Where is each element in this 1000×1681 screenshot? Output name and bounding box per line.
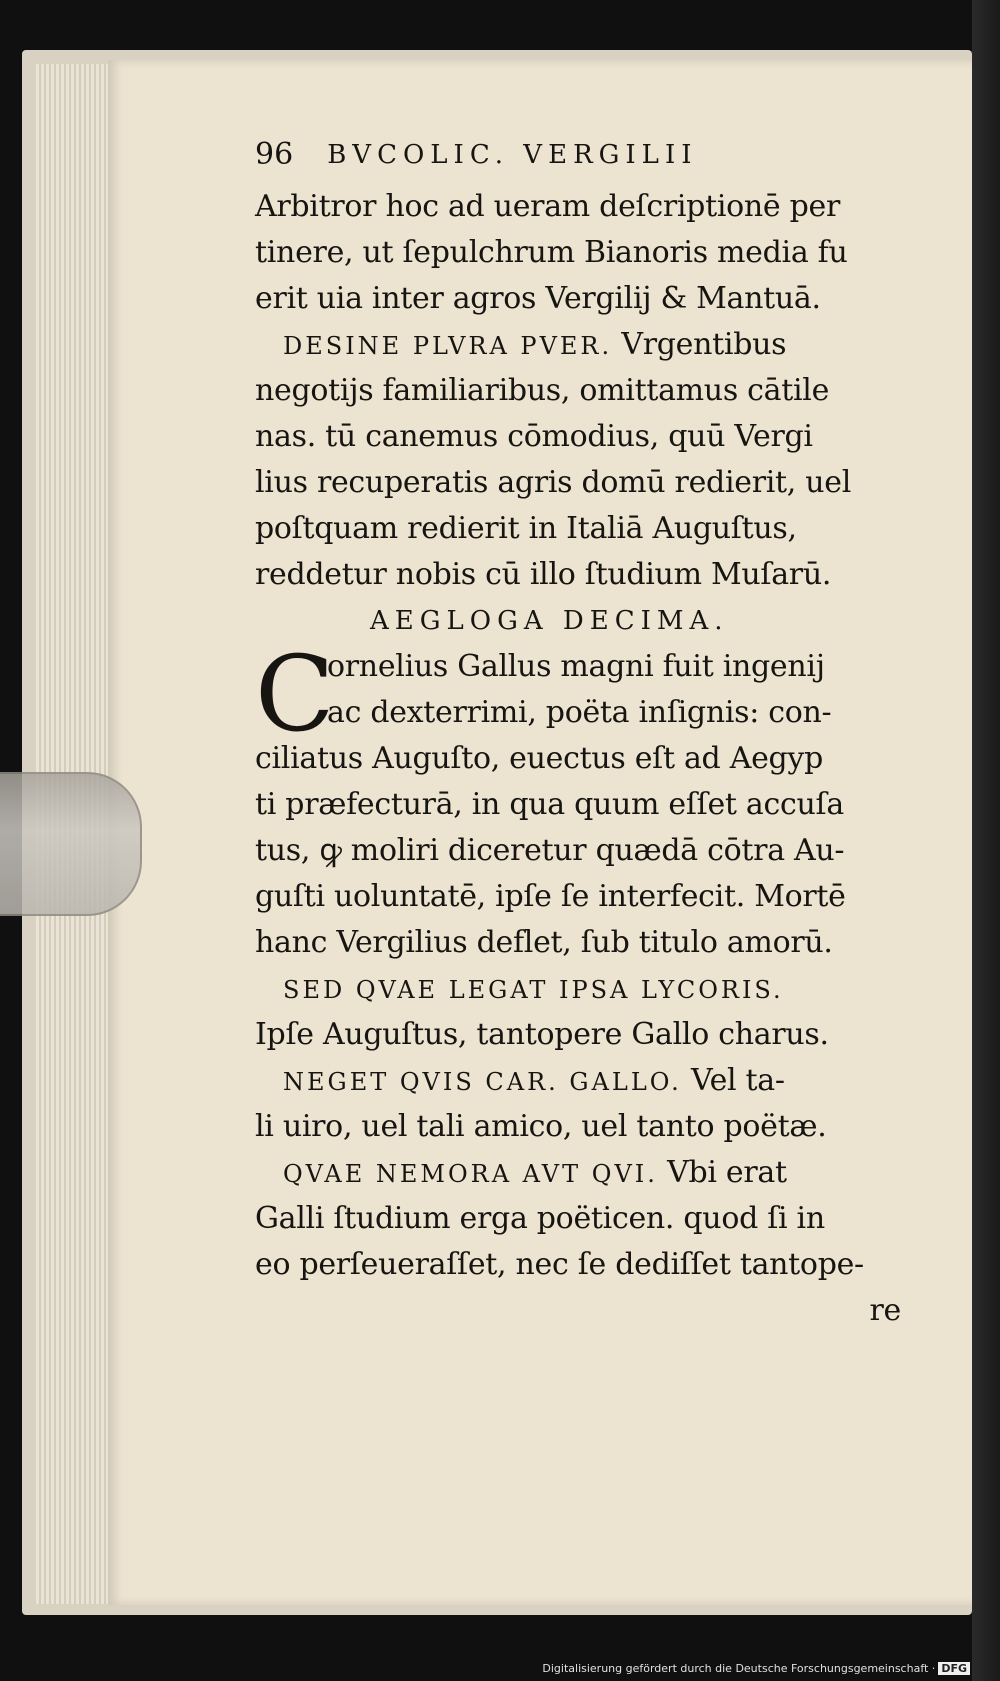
catchword [255,1288,915,1334]
line-text: Ipſe Auguſtus, tantopere Gallo charus. [255,1017,829,1052]
dropcap-letter: C [255,633,335,755]
running-title: BVCOLIC. VERGILII [327,140,698,170]
line-text: ciliatus Auguſto, euectus eſt ad Aegyp [255,741,823,776]
line-text: ornelius Gallus magni fuit ingenij [327,649,825,684]
lemma-caps: QVAE NEMORA AVT QVI. [283,1160,658,1188]
line-text: li uiro, uel tali amico, uel tanto poëtæ. [255,1109,827,1144]
line-text: Vrgentibus [612,327,787,362]
line-text: lius recuperatis agris domū redierit, uel [255,465,852,500]
text-line [255,368,915,414]
text-line [255,230,915,276]
lemma-caps: SED QVAE LEGAT IPSA LYCORIS. [283,976,784,1004]
line-text: eo perſeueraſſet, nec ſe dediſſet tantope- [255,1247,864,1282]
text-line [255,966,915,1012]
text-line [255,1058,915,1104]
text-line [255,782,915,828]
page-header [255,132,915,184]
line-text: tinere, ut ſepulchrum Bianoris media fu [255,235,848,270]
text-line [255,644,915,690]
line-text: ac dexterrimi, poëta inſignis: con- [327,695,832,730]
text-line [255,184,915,230]
text-line [255,828,915,874]
line-text: Vbi erat [657,1155,787,1190]
text-line [255,322,915,368]
text-line [255,1104,915,1150]
text-line [255,552,915,598]
clasp-strap [0,772,142,916]
text-line [255,506,915,552]
digitization-credit [542,1662,970,1675]
section-title: AEGLOGA DECIMA. [370,606,729,636]
line-text: poſtquam redierit in Italiā Auguſtus, [255,511,797,546]
dropcap-paragraph [255,633,915,755]
text-line [255,690,915,736]
line-text: nas. tū canemus cōmodius, quū Vergi [255,419,813,454]
text-line [255,920,915,966]
text-line [255,736,915,782]
line-text: Vel ta- [681,1063,785,1098]
adjacent-page-edge [972,0,1000,1681]
line-text: ti præfecturā, in qua quum eſſet accuſa [255,787,844,822]
line-text: negotijs familiaribus, omittamus cātile [255,373,830,408]
line-text: guſti uoluntatē, ipſe ſe interfecit. Mortē [255,879,846,914]
text-line [255,874,915,920]
lemma-caps: NEGET QVIS CAR. GALLO. [283,1068,682,1096]
text-line [255,1012,915,1058]
text-line [255,460,915,506]
line-text: Arbitror hoc ad ueram deſcriptionē per [255,189,840,224]
line-text: reddetur nobis cū illo ſtudium Muſarū. [255,557,832,592]
catchword-text: re [869,1293,901,1328]
line-text: erit uia inter agros Vergilij & Mantuā. [255,281,821,316]
page-number: 96 [255,137,294,172]
page-text [255,132,915,1334]
text-line [255,414,915,460]
text-line [255,1242,915,1288]
text-line [255,276,915,322]
line-text: Galli ſtudium erga poëticen. quod ſi in [255,1201,825,1236]
text-line [255,1150,915,1196]
line-text: tus, ꝙ moliri diceretur quædā cōtra Au- [255,833,845,868]
dfg-logo: DFG [938,1662,970,1675]
line-text: hanc Vergilius deflet, ſub titulo amorū. [255,925,833,960]
lemma-caps: DESINE PLVRA PVER. [283,332,613,360]
credit-text: Digitalisierung gefördert durch die Deutsche Forschungsgemeinschaft · [542,1662,936,1675]
text-line [255,1196,915,1242]
